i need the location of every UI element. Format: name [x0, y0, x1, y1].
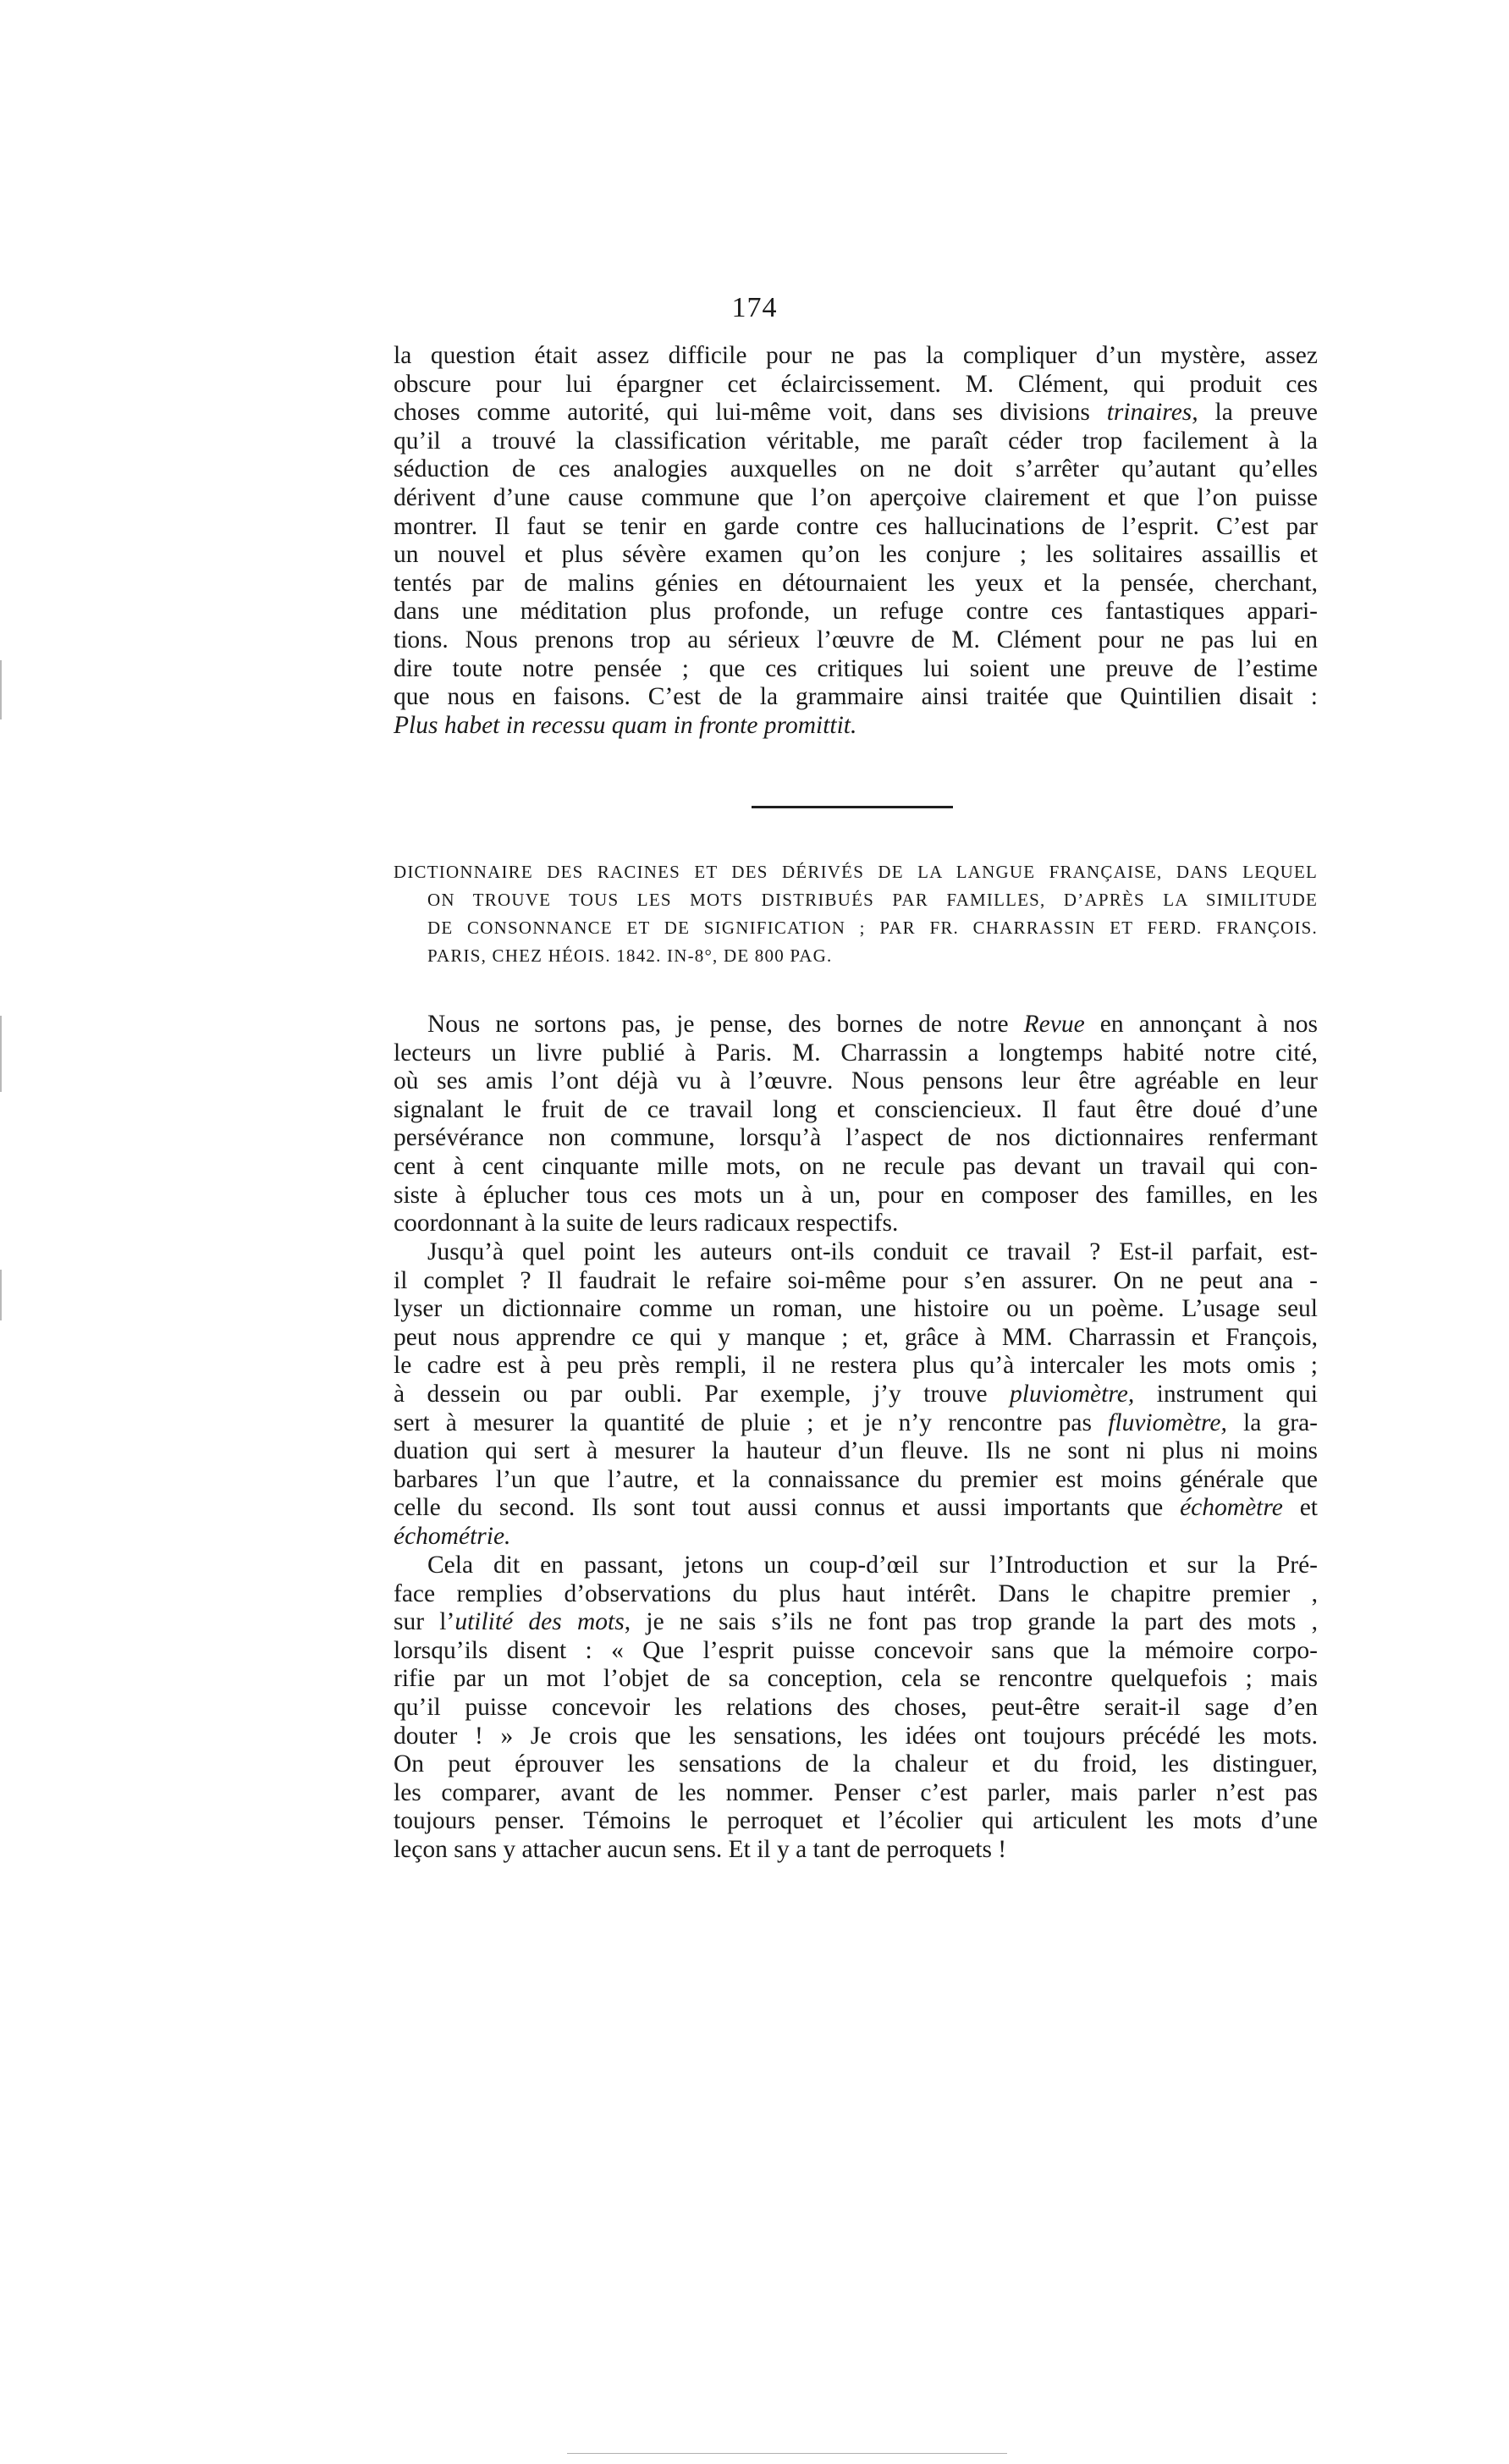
text-line: à dessein ou par oubli. Par exemple, j’y trouve pluviomètre, instrument qui	[394, 1380, 1318, 1408]
text-line: séduction de ces analogies auxquelles on ne doit s’arrêter qu’autant qu’elles	[394, 455, 1318, 483]
heading-line: ON TROUVE TOUS LES MOTS DISTRIBUÉS PAR FAMILLES, D’APRÈS LA SIMILITUDE	[427, 890, 1318, 910]
text-line: rifie par un mot l’objet de sa conception, cela se rencontre quelquefois ; mais	[394, 1665, 1318, 1693]
text-line: obscure pour lui épargner cet éclaircissement. M. Clément, qui produit ces	[394, 370, 1318, 398]
text-line: qu’il a trouvé la classification véritable, me paraît céder trop facilement à la	[394, 427, 1318, 455]
review-paragraph-3	[394, 1552, 1318, 1865]
text-line: douter ! » Je crois que les sensations, les idées ont toujours précédé les mots.	[394, 1722, 1318, 1750]
text-line: montrer. Il faut se tenir en garde contre ces hallucinations de l’esprit. C’est par	[394, 512, 1318, 540]
heading-line: PARIS, CHEZ HÉOIS. 1842. IN-8°, DE 800 PAG.	[427, 945, 833, 966]
section-divider	[752, 806, 953, 808]
text-line: barbares l’un que l’autre, et la connaissance du premier est moins générale que	[394, 1465, 1318, 1493]
text-line: lyser un dictionnaire comme un roman, une histoire ou un poème. L’usage seul	[394, 1295, 1318, 1323]
text-line: Nous ne sortons pas, je pense, des bornes de notre Revue en annonçant à nos	[427, 1011, 1318, 1038]
text-line: coordonnant à la suite de leurs radicaux respectifs.	[394, 1210, 899, 1238]
heading-line: DICTIONNAIRE DES RACINES ET DES DÉRIVÉS DE LA LANGUE FRANÇAISE, DANS LEQUEL	[394, 862, 1318, 882]
italic-term: échomètre	[1180, 1494, 1283, 1522]
text-line: dans une méditation plus profonde, un refuge contre ces fantastiques appari-	[394, 598, 1318, 626]
text-line: tentés par de malins génies en détournaient les yeux et la pensée, cherchant,	[394, 569, 1318, 597]
italic-term: utilité des mots	[454, 1608, 625, 1636]
scan-edge-mark	[0, 1270, 2, 1320]
book-heading	[394, 858, 1318, 970]
text-line: sur l’utilité des mots, je ne sais s’ils ne font pas trop grande la part des mots ,	[394, 1608, 1318, 1636]
review-paragraph-1	[394, 1011, 1318, 1238]
italic-term: échométrie.	[394, 1522, 511, 1550]
text-line: lorsqu’ils disent : « Que l’esprit puisse concevoir sans que la mémoire corpo-	[394, 1636, 1318, 1664]
scan-edge-mark	[0, 660, 2, 719]
text-line: choses comme autorité, qui lui-même voit, dans ses divisions trinaires, la preuve	[394, 399, 1318, 427]
text-line: un nouvel et plus sévère examen qu’on les conjure ; les solitaires assaillis et	[394, 541, 1318, 569]
italic-term: pluviomètre,	[1010, 1380, 1135, 1408]
text-line: la question était assez difficile pour ne pas la compliquer d’un mystère, assez	[394, 342, 1318, 369]
text-line: siste à éplucher tous ces mots un à un, pour en composer des familles, en les	[394, 1181, 1318, 1209]
scan-edge-mark	[0, 1016, 2, 1092]
text-line: Jusqu’à quel point les auteurs ont-ils conduit ce travail ? Est-il parfait, est-	[427, 1238, 1318, 1265]
text-line: le cadre est à peu près rempli, il ne restera plus qu’à intercaler les mots omis ;	[394, 1352, 1318, 1380]
text-line: On peut éprouver les sensations de la chaleur et du froid, les distinguer,	[394, 1750, 1318, 1778]
text-line: lecteurs un livre publié à Paris. M. Charrassin a longtemps habité notre cité,	[394, 1039, 1318, 1067]
text-line: duation qui sert à mesurer la hauteur d’un fleuve. Ils ne sont ni plus ni moins	[394, 1437, 1318, 1465]
italic-term: fluviomètre,	[1108, 1408, 1227, 1436]
intro-paragraph	[394, 342, 1318, 740]
text-line: que nous en faisons. C’est de la grammaire ainsi traitée que Quintilien disait :	[394, 683, 1318, 711]
text-line: qu’il puisse concevoir les relations des choses, peut-être serait-il sage d’en	[394, 1693, 1318, 1721]
text-line: il complet ? Il faudrait le refaire soi-même pour s’en assurer. On ne peut ana -	[394, 1266, 1318, 1294]
text-line	[394, 1523, 1318, 1552]
text-line: dérivent d’une cause commune que l’on aperçoive clairement et que l’on puisse	[394, 483, 1318, 511]
italic-term: Revue	[1023, 1011, 1085, 1038]
text-line: cent à cent cinquante mille mots, on ne recule pas devant un travail qui con-	[394, 1152, 1318, 1180]
heading-line: DE CONSONNANCE ET DE SIGNIFICATION ; PAR FR. CHARRASSIN ET FERD. FRANÇOIS.	[427, 918, 1318, 938]
text-line: peut nous apprendre ce qui y manque ; et, grâce à MM. Charrassin et François,	[394, 1323, 1318, 1351]
text-line: dire toute notre pensée ; que ces critiques lui soient une preuve de l’estime	[394, 654, 1318, 682]
scan-bottom-rule	[567, 2453, 1007, 2454]
text-line: tions. Nous prenons trop au sérieux l’œuvre de M. Clément pour ne pas lui en	[394, 626, 1318, 653]
italic-term: trinaires,	[1106, 399, 1198, 427]
text-line: les comparer, avant de les nommer. Penser c’est parler, mais parler n’est pas	[394, 1778, 1318, 1806]
text-line: celle du second. Ils sont tout aussi connus et aussi importants que échomètre et	[394, 1494, 1318, 1522]
text-line: persévérance non commune, lorsqu’à l’aspect de nos dictionnaires renfermant	[394, 1124, 1318, 1152]
text-line: où ses amis l’ont déjà vu à l’œuvre. Nous pensons leur être agréable en leur	[394, 1067, 1318, 1095]
text-line: leçon sans y attacher aucun sens. Et il y a tant de perroquets !	[394, 1835, 1007, 1863]
text-line: signalant le fruit de ce travail long et consciencieux. Il faut être doué d’une	[394, 1095, 1318, 1123]
latin-quote: Plus habet in recessu quam in fronte promittit.	[394, 711, 857, 739]
review-paragraph-2	[394, 1238, 1318, 1552]
text-line: toujours penser. Témoins le perroquet et l’écolier qui articulent les mots d’une	[394, 1807, 1318, 1835]
text-line: face remplies d’observations du plus haut intérêt. Dans le chapitre premier ,	[394, 1579, 1318, 1607]
text-line: Cela dit en passant, jetons un coup-d’œil sur l’Introduction et sur la Pré-	[427, 1552, 1318, 1579]
page-number: 174	[731, 292, 778, 323]
text-line: sert à mesurer la quantité de pluie ; et je n’y rencontre pas fluviomètre, la gra-	[394, 1408, 1319, 1436]
